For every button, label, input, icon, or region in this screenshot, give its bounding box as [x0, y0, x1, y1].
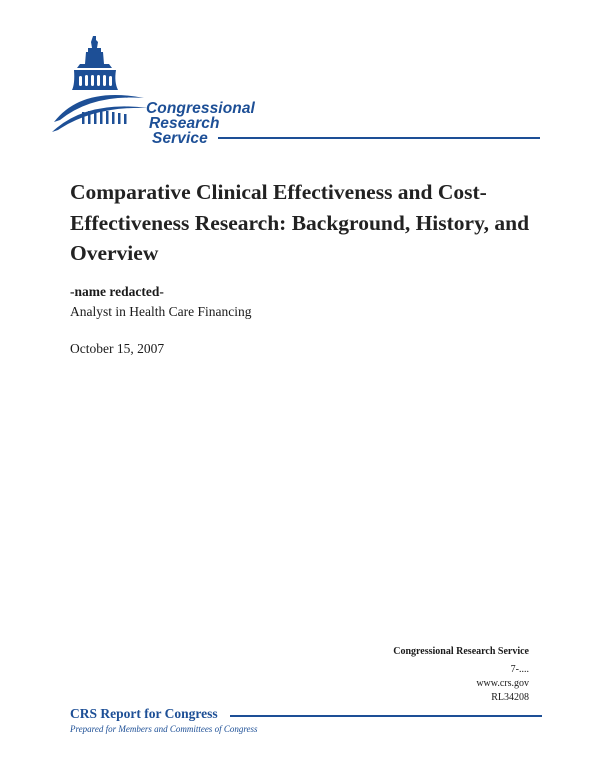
logo-word-service: Service — [152, 130, 208, 147]
report-date: October 15, 2007 — [70, 341, 165, 356]
logo-word-congressional: Congressional — [146, 100, 255, 117]
footer-title: CRS Report for Congress — [70, 706, 218, 721]
logo-word-research: Research — [149, 115, 220, 132]
crs-organization: Congressional Research Service — [393, 646, 529, 657]
logo-divider — [218, 137, 540, 139]
author-name: -name redacted- — [70, 284, 164, 299]
crs-contact-block — [393, 645, 529, 705]
capitol-dome-icon — [52, 34, 148, 140]
footer-subtitle: Prepared for Members and Committees of Congress — [70, 724, 258, 734]
report-number: RL34208 — [491, 692, 529, 703]
footer-divider — [230, 715, 542, 717]
author-position: Analyst in Health Care Financing — [70, 304, 252, 319]
crs-logo — [52, 34, 542, 146]
crs-website: www.crs.gov — [476, 678, 529, 689]
crs-phone: 7-.... — [510, 664, 529, 675]
report-title: Comparative Clinical Effectiveness and Cost-Effectiveness Research: Background, History, and Overview — [70, 180, 530, 265]
